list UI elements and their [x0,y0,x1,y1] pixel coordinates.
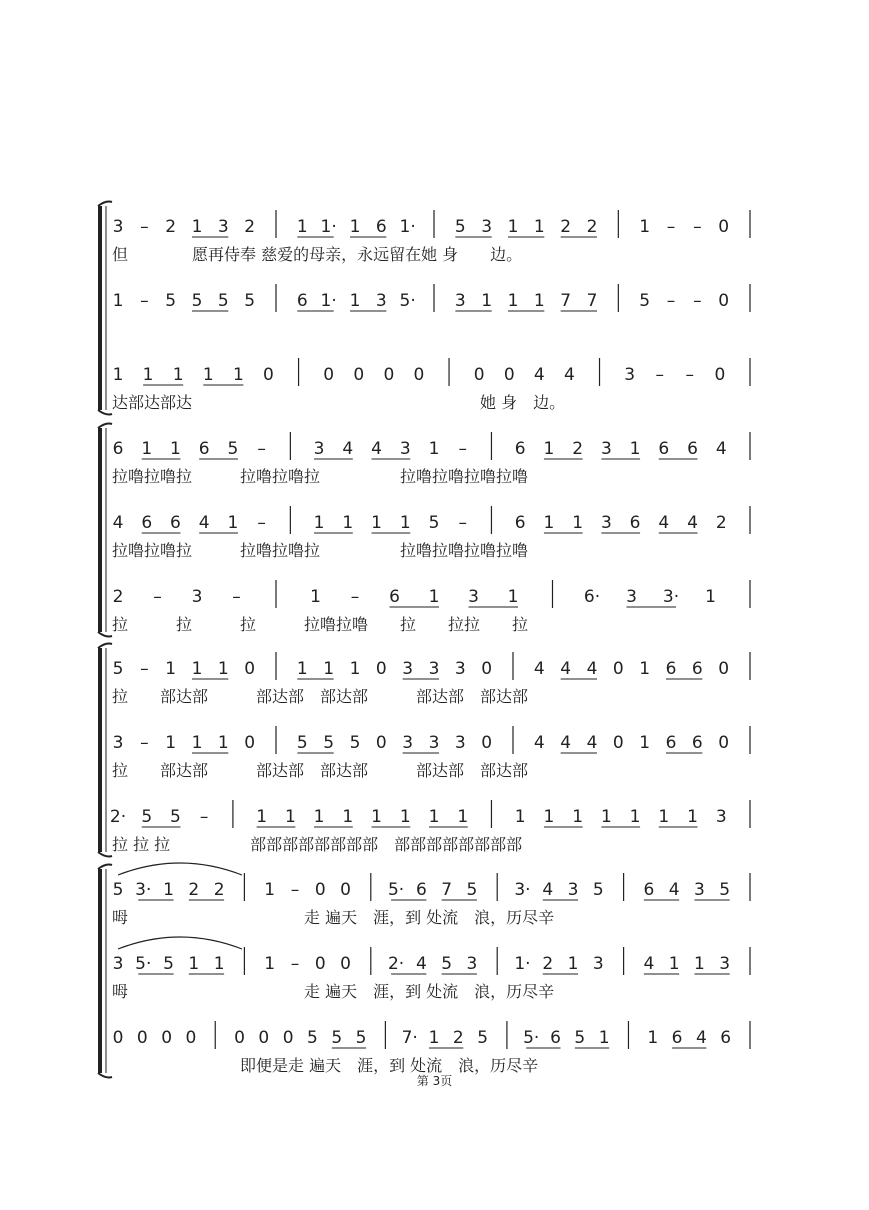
note: 3 [694,880,705,900]
note: 0 [481,659,493,679]
note: – [655,365,664,385]
note: – [458,439,467,459]
note: 1 [349,659,361,679]
note: 6 [514,513,526,533]
note: – [199,807,209,827]
note: 0 [282,1028,294,1048]
note: 1 [188,954,200,974]
note: 1 [639,217,651,237]
note: 1 [256,807,268,827]
note: 5 [191,291,203,311]
note: 3 [313,439,325,459]
note: 1 [629,807,641,827]
note: 6 [691,659,703,679]
note: 1 [687,807,698,827]
note: 1 [533,291,545,311]
note: 6 [687,439,698,459]
note: 4 [342,439,354,459]
note: 7 [441,880,453,900]
note: 0 [714,365,726,385]
note: 6 [629,513,641,533]
note: 4 [658,513,670,533]
note: 5· [135,954,152,974]
note: 1 [349,291,361,311]
note: – [140,291,149,311]
note: 4 [668,880,680,900]
note: 1 [142,365,154,385]
note: 1 [428,807,440,827]
note: 1 [227,513,239,533]
note: 1 [572,807,584,827]
note: 5 [639,291,651,311]
bracket-hook-bottom [98,632,112,637]
lyric-line: 即便是走 遍天 涯，到 处流 浪，历尽辛 [112,1056,539,1075]
note: 1 [217,659,229,679]
lyric-line: 拉 拉 拉 部部部部部部部部 部部部部部部部部 [112,835,523,854]
note: 3 [600,439,612,459]
note: 0 [340,954,351,974]
note: 4 [371,439,382,459]
note: 3 [468,587,479,607]
note: 2· [387,954,405,974]
note: 5· [387,880,405,900]
note: – [232,587,241,607]
note: 5 [112,659,124,679]
note: 7· [401,1028,418,1048]
note: – [290,880,300,900]
note: 0 [314,880,326,900]
note: 2 [560,217,572,237]
note: 1 [163,880,174,900]
note: 5 [477,1028,489,1048]
lyric-line: 拉噜拉噜拉 拉噜拉噜拉 拉噜拉噜拉噜拉噜 [112,541,529,560]
note: 1· [399,217,416,237]
note: – [693,291,702,311]
note: – [257,439,266,459]
note: – [666,291,676,311]
note: 1 [202,365,214,385]
note: – [685,365,695,385]
note: 2 [715,513,727,533]
note: 4 [687,513,698,533]
note: 0 [185,1028,197,1048]
note: 5 [592,880,604,900]
note: 1 [507,587,519,607]
note: 1 [232,365,244,385]
note: 3 [626,587,637,607]
note: 5 [170,807,181,827]
note: 4 [643,954,655,974]
note: 1 [428,439,440,459]
note: 6 [170,513,181,533]
note: – [693,217,702,237]
note: 1 [112,291,124,311]
note: 1 [428,1028,440,1048]
note: 6 [671,1028,683,1048]
note: 6 [375,217,387,237]
note: 4 [695,1028,707,1048]
staff-text [110,217,731,1075]
note: – [350,587,360,607]
note: 7 [586,291,598,311]
note: 1 [428,587,440,607]
note: 6 [415,880,427,900]
note: 0 [353,365,365,385]
note: 0 [234,1028,245,1048]
note: 0 [383,365,395,385]
note: 0 [413,365,425,385]
note: 0 [503,365,515,385]
lyric-line: 拉 拉 拉 拉噜拉噜 拉 拉拉 拉 [112,615,529,634]
note: 0 [244,733,256,753]
note: 3 [454,733,466,753]
note: 1 [191,217,203,237]
staff-lines [98,202,750,1078]
note: 2 [452,1028,464,1048]
note: – [257,513,266,533]
note: 1 [514,807,526,827]
note: 0 [244,659,256,679]
note: – [140,217,149,237]
note: 2 [112,587,124,607]
note: 4 [586,733,598,753]
note: 1 [457,807,469,827]
note: 1 [342,807,354,827]
note: 3· [514,880,531,900]
note: 1 [349,217,361,237]
note: 1 [342,513,354,533]
note: 1 [296,659,308,679]
note: 4 [198,513,210,533]
note: 1 [371,513,382,533]
note: 1 [668,954,680,974]
note: 1 [191,659,203,679]
note: – [666,217,676,237]
note: 1 [172,365,184,385]
note: 3 [428,733,440,753]
note: 0 [718,217,730,237]
bracket-hook-top [98,644,112,649]
note: 5 [112,880,124,900]
note: 0 [718,733,730,753]
note: 4 [715,439,727,459]
note: 5 [454,217,466,237]
note: 1 [313,807,325,827]
note: 3 [719,954,731,974]
lyric-line: 呣 走 遍天 涯，到 处流 浪，历尽辛 [112,908,555,927]
note: 1 [213,954,225,974]
note: 0 [314,954,326,974]
note: 4 [533,733,545,753]
note: 3 [428,659,440,679]
note: 5 [296,733,308,753]
note: – [153,587,162,607]
note: 3 [375,291,387,311]
note: 6 [514,439,526,459]
note: 5 [227,439,239,459]
note: 1 [399,513,411,533]
note: – [140,659,149,679]
note: 3 [112,733,124,753]
note: 1 [165,733,177,753]
note: 0 [263,365,274,385]
note: 4 [533,659,545,679]
note: 2 [572,439,584,459]
note: 5 [244,291,256,311]
note: 6 [198,439,210,459]
note: 5 [217,291,229,311]
note: 4 [542,880,554,900]
note: 1 [598,1028,610,1048]
note: 1 [639,659,651,679]
bracket-hook-top [98,202,112,207]
note: 3· [662,587,680,607]
note: 2 [586,217,598,237]
note: 5 [307,1028,318,1048]
note: 0 [612,659,624,679]
note: 4 [415,954,427,974]
note: 5 [441,954,453,974]
note: 1 [639,733,651,753]
note: 1 [533,217,545,237]
note: 4 [564,365,575,385]
bracket-hook-top [98,865,112,870]
note: 0 [258,1028,270,1048]
note: 3 [481,217,493,237]
note: 1 [264,880,276,900]
note: 3 [454,659,466,679]
note: 4 [112,513,124,533]
note: 1 [543,513,555,533]
note: 1 [284,807,296,827]
note: 1 [141,439,153,459]
note: 1 [371,807,382,827]
lyric-line: 拉噜拉噜拉 拉噜拉噜拉 拉噜拉噜拉噜拉噜 [112,467,529,486]
note: 0 [112,1028,124,1048]
note: 5 [331,1028,343,1048]
note: 1 [567,954,579,974]
note: 1· [320,291,337,311]
note: 1 [658,807,670,827]
note: 1 [481,291,493,311]
note: 6 [141,513,153,533]
note: 1 [296,217,308,237]
note: 5 [141,807,153,827]
note: 0 [718,291,730,311]
note: 3 [191,587,203,607]
note: 6 [389,587,400,607]
lyric-line: 拉 部达部 部达部 部达部 部达部 部达部 [112,687,529,706]
note: 1 [694,954,705,974]
note: 5 [349,733,361,753]
note: 3 [399,439,411,459]
note: 1 [572,513,584,533]
note: 3 [454,291,466,311]
note: 0 [340,880,351,900]
note: 4 [560,733,572,753]
note: 1 [191,733,203,753]
note: 1 [507,291,519,311]
note: 6 [550,1028,561,1048]
note: 0 [375,733,387,753]
note: 4 [533,365,545,385]
note: 2 [542,954,554,974]
note: 6 [296,291,308,311]
note: 0 [375,659,387,679]
note: 1 [399,807,411,827]
note: 1 [112,365,124,385]
note: 1 [313,513,325,533]
note: 2 [165,217,177,237]
note: 0 [136,1028,148,1048]
note: 3 [112,217,124,237]
note: – [458,513,467,533]
note: 5 [355,1028,367,1048]
note: 0 [718,659,730,679]
note: 2· [109,807,127,827]
note: 3 [217,217,229,237]
note: 1 [310,587,321,607]
note: – [140,733,149,753]
note: 0 [481,733,493,753]
bracket-hook-bottom [98,852,112,857]
note: 1 [543,807,555,827]
note: 3 [402,733,414,753]
note: 3 [715,807,727,827]
note: 3 [567,880,579,900]
note: 6 [720,1028,732,1048]
note: 3· [135,880,152,900]
note: 6 [665,659,677,679]
note: 1 [264,954,276,974]
lyric-line: 呣 走 遍天 涯，到 处流 浪，历尽辛 [112,982,555,1001]
note: 2 [188,880,200,900]
note: 1 [165,659,177,679]
note: 5 [165,291,177,311]
note: 0 [473,365,485,385]
note: 3 [402,659,414,679]
lyric-line: 拉 部达部 部达部 部达部 部达部 部达部 [112,761,529,780]
note: 4 [586,659,598,679]
note: 5· [399,291,416,311]
note: 6 [691,733,703,753]
note: 1· [514,954,531,974]
note: 6· [583,587,601,607]
note: 3 [624,365,636,385]
note: 5 [466,880,478,900]
note: 1 [629,439,641,459]
note: 7 [560,291,572,311]
note: 0 [612,733,624,753]
note: 1 [600,807,612,827]
note: 1 [323,659,335,679]
note: 5 [163,954,174,974]
note: 5 [428,513,440,533]
note: 1 [507,217,519,237]
note: 3 [466,954,478,974]
note: 1 [217,733,229,753]
note: 6 [665,733,677,753]
note: 5· [523,1028,540,1048]
slur-arc [118,863,242,875]
note: 6 [112,439,124,459]
note: 1 [170,439,181,459]
note: 6 [643,880,655,900]
note: 0 [323,365,335,385]
note: – [290,954,300,974]
note: 2 [244,217,256,237]
note: 1 [705,587,716,607]
note: 3 [600,513,612,533]
note: 1· [320,217,337,237]
lyric-line: 达部达部达 她 身 边。 [112,393,566,412]
note: 5 [574,1028,586,1048]
page-number: 第 3页 [416,1074,453,1088]
note: 3 [112,954,124,974]
note: 0 [161,1028,173,1048]
slur-arc [118,937,242,949]
note: 6 [658,439,670,459]
note: 5 [719,880,731,900]
note: 2 [213,880,225,900]
note: 4 [560,659,572,679]
bracket-hook-top [98,424,112,429]
note: 3 [592,954,604,974]
note: 5 [323,733,335,753]
note: 1 [543,439,555,459]
lyric-line: 但 愿再侍奉 慈爱的母亲，永远留在她 身 边。 [112,245,523,264]
bracket-hook-bottom [98,410,112,415]
note: 1 [647,1028,659,1048]
